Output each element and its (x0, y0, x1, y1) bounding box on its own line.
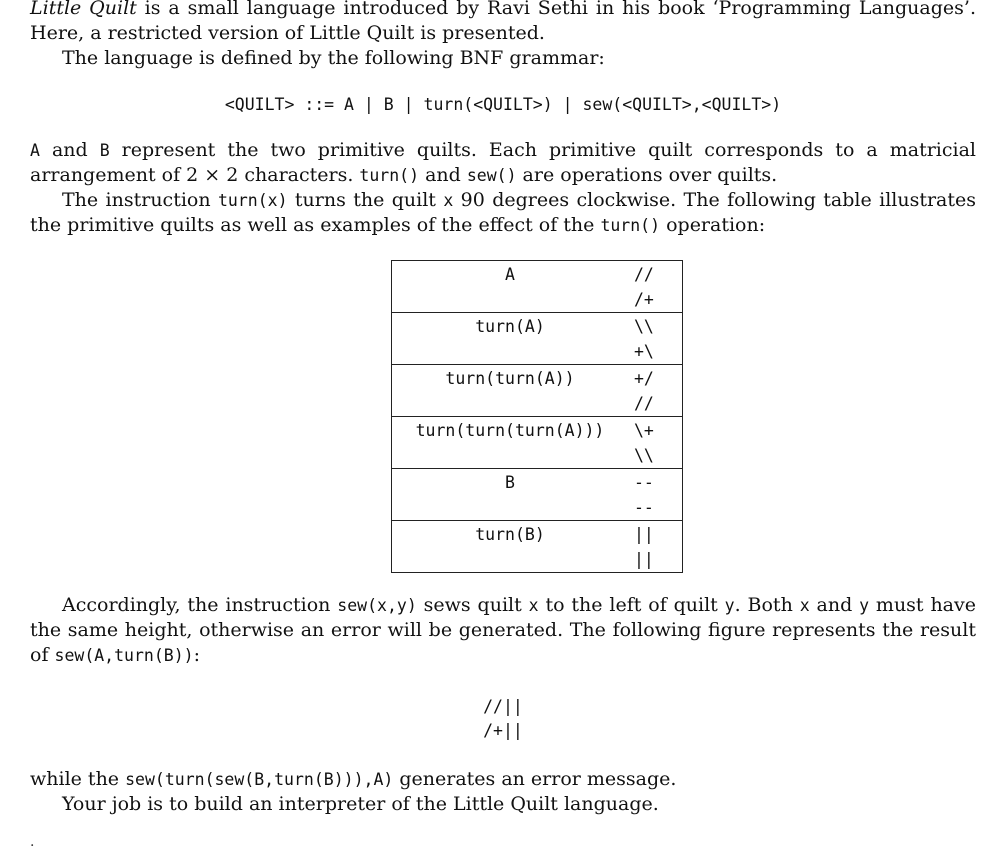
intro-text: is a small language introduced by Ravi Sethi in his book ‘Programming Languages’. Here, a restricted version of Little Quilt is presented. (30, 0, 976, 44)
sew-text-5: and (809, 594, 860, 616)
error-text-2: generates an error message. (393, 768, 677, 790)
sew-text-2: sews quilt (416, 594, 529, 616)
page-mark: · (30, 838, 35, 854)
quilt-name: turn(turn(turn(A))) (392, 417, 629, 469)
sew-code-6: sew(A,turn(B)) (54, 646, 194, 665)
turn-code-2: x (443, 191, 454, 210)
sew-text-1: Accordingly, the instruction (62, 594, 338, 616)
turn-code-3: turn() (600, 216, 661, 235)
turn-paragraph (30, 188, 976, 238)
sew-code-2: x (528, 596, 539, 615)
turn-op: turn() (359, 166, 420, 185)
turn-code-1: turn(x) (217, 191, 288, 210)
primitives-text-1: represent the two primitive quilts. Each primitive quilt corresponds to a matricial arrangement of 2 × 2 characters. (30, 139, 976, 186)
quilt-pattern: \\ +\ (628, 313, 683, 365)
table-row (392, 417, 683, 469)
sew-code-3: y (724, 596, 735, 615)
text-and-2: and (419, 164, 467, 186)
document-page (30, 0, 976, 817)
turn-text-3: 90 degrees clockwise. The following table illustrates the primitive quilts as well as examples of the effect of the (30, 189, 977, 236)
quilt-table (391, 260, 683, 573)
bnf-grammar: <QUILT> ::= A | B | turn(<QUILT>) | sew(<QUILT>,<QUILT>) (224, 95, 782, 114)
turn-text-1: The instruction (62, 189, 218, 211)
quilt-pattern: +/ // (628, 365, 683, 417)
job-paragraph: Your job is to build an interpreter of the Little Quilt language. (62, 793, 659, 815)
table-row (392, 365, 683, 417)
sew-code-5: y (859, 596, 870, 615)
primitive-a: A (30, 141, 40, 160)
sew-code-1: sew(x,y) (337, 596, 417, 615)
primitives-paragraph (30, 138, 976, 188)
table-row (392, 313, 683, 365)
quilt-pattern: // /+ (628, 261, 683, 313)
text-and: and (39, 139, 100, 161)
turn-text-2: turns the quilt (287, 189, 444, 211)
table-row (392, 521, 683, 573)
quilt-pattern: || || (628, 521, 683, 573)
error-text-1: while the (30, 768, 126, 790)
sew-text-6: must have the same height, otherwise an error will be generated. The following figure represents the result of (30, 594, 976, 666)
table-row (392, 261, 683, 313)
quilt-name: A (392, 261, 629, 313)
sew-text-4: . Both (734, 594, 800, 616)
quilt-pattern: -- -- (628, 469, 683, 521)
quilt-name: turn(turn(A)) (392, 365, 629, 417)
quilt-name: B (392, 469, 629, 521)
table-row (392, 469, 683, 521)
sew-text-3: to the left of quilt (538, 594, 725, 616)
quilt-pattern: \+ \\ (628, 417, 683, 469)
error-paragraph (30, 767, 976, 792)
language-name: Little Quilt (30, 0, 137, 19)
sew-result-figure: //|| /+|| (483, 697, 523, 740)
sew-paragraph (30, 593, 976, 668)
grammar-intro: The language is defined by the following BNF grammar: (62, 47, 605, 69)
primitive-b: B (99, 141, 110, 160)
primitives-text-2: are operations over quilts. (516, 164, 778, 186)
quilt-name: turn(A) (392, 313, 629, 365)
error-code: sew(turn(sew(B,turn(B))),A) (125, 770, 394, 789)
sew-text-7: : (193, 644, 200, 666)
intro-paragraph (30, 0, 976, 46)
sew-code-4: x (799, 596, 810, 615)
turn-text-4: operation: (660, 214, 766, 236)
sew-op: sew() (466, 166, 517, 185)
quilt-name: turn(B) (392, 521, 629, 573)
